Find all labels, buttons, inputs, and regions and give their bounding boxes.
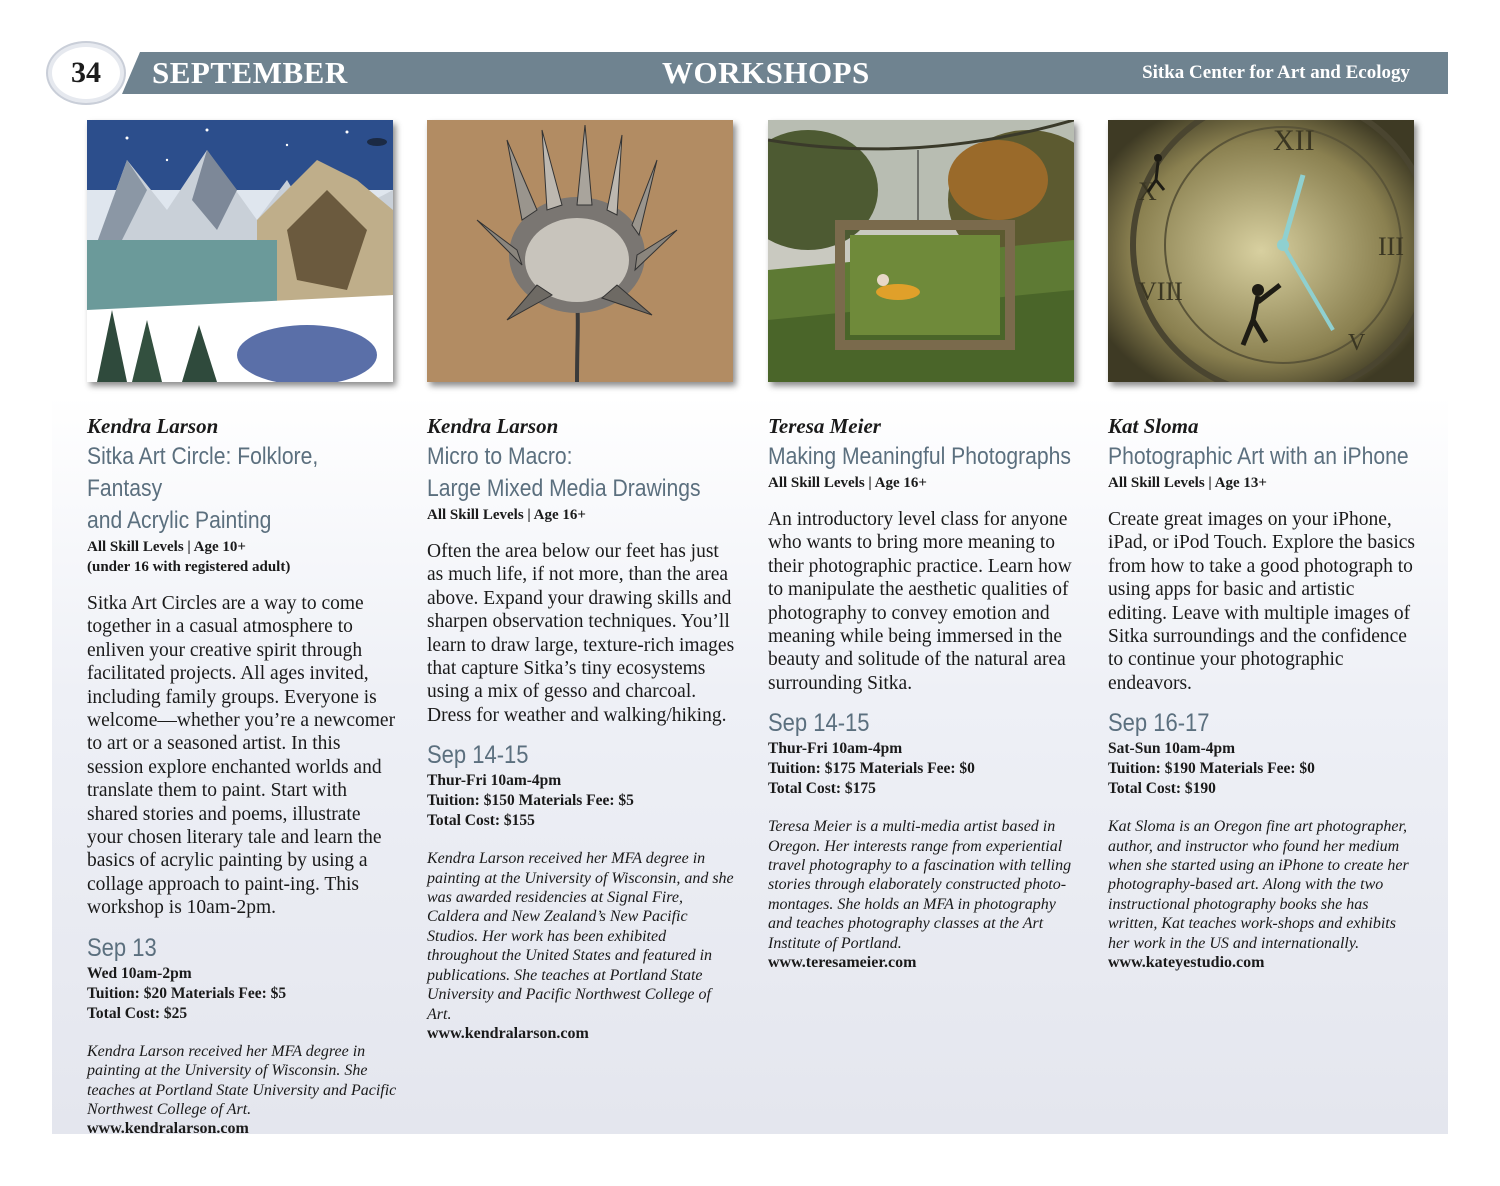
workshop-image-clock-photo (1108, 120, 1414, 382)
svg-text:VIII: VIII (1138, 277, 1183, 306)
instructor-bio: Kendra Larson received her MFA degree in painting at the University of Wisconsin. She teaches at Portland State University and Pacific Northwest College of Art. (87, 1042, 397, 1118)
schedule: Sat-Sun 10am-4pm (1108, 740, 1236, 758)
svg-text:X: X (1138, 177, 1157, 206)
instructor-name: Teresa Meier (768, 414, 881, 438)
workshop-card (768, 120, 1078, 973)
tuition: Tuition: $175 Materials Fee: $0 (768, 760, 975, 778)
month-heading: SEPTEMBER (152, 55, 348, 90)
workshop-image-frame-photo (768, 120, 1074, 382)
instructor-bio: Teresa Meier is a multi-media artist based in Oregon. Her interests range from experiential travel photography to a fascination with telling stories through elaborately constructed photo-montages. She holds an MFA in photography and teaches photography classes at the Art Institute of Portland. (768, 818, 1072, 952)
instructor-website-link[interactable]: www.teresameier.com (768, 954, 917, 972)
instructor-website-link[interactable]: www.kendralarson.com (427, 1024, 589, 1042)
total-cost: Total Cost: $190 (1108, 780, 1216, 798)
total-cost: Total Cost: $25 (87, 1004, 188, 1022)
skill-levels: All Skill Levels | Age 16+ (427, 507, 586, 523)
svg-text:III: III (1378, 232, 1404, 261)
instructor-bio: Kat Sloma is an Oregon fine art photographer, author, and instructor who found her medium when she started using an iPhone to create her photography-based art. Along with the two instructional photography books she has written, Kat teaches work-shops and exhibits her work in the US and internationally. (1108, 818, 1409, 952)
workshop-card (87, 120, 397, 1139)
svg-text:XII: XII (1273, 124, 1315, 157)
workshop-card (427, 120, 737, 1044)
skill-levels: All Skill Levels | Age 13+ (1108, 475, 1267, 491)
age-note: (under 16 with registered adult) (87, 559, 291, 575)
schedule: Thur-Fri 10am-4pm (427, 772, 562, 790)
workshop-date: Sep 13 (87, 933, 157, 962)
skill-levels: All Skill Levels | Age 10+ (87, 539, 246, 555)
tuition: Tuition: $150 Materials Fee: $5 (427, 792, 634, 810)
page-number: 34 (52, 47, 120, 99)
workshop-card (1108, 120, 1418, 973)
workshop-description: An introductory level class for anyone who wants to bring more meaning to their photographic practice. Learn how to manipulate the aesthetic qualities of photography to convey emotion and meaning while being immersed in the beauty and solitude of the natural area surrounding Sitka. (768, 509, 1072, 694)
workshop-description: Create great images on your iPhone, iPad, or iPod Touch. Explore the basics from how to take a good photograph to using apps for basic and artistic editing. Leave with multiple images of Sitka surroundings and the confidence to continue your photographic endeavors. (1108, 509, 1415, 694)
workshop-title: Photographic Art with an iPhone (1108, 443, 1409, 470)
workshop-title: Micro to Macro: Large Mixed Media Drawings (427, 443, 701, 502)
schedule: Wed 10am-2pm (87, 964, 192, 982)
workshop-title: Making Meaningful Photographs (768, 443, 1071, 470)
workshop-date: Sep 14-15 (768, 709, 870, 738)
skill-levels: All Skill Levels | Age 16+ (768, 475, 927, 491)
workshop-image-mountain-painting (87, 120, 393, 382)
total-cost: Total Cost: $175 (768, 780, 876, 798)
tuition: Tuition: $190 Materials Fee: $0 (1108, 760, 1315, 778)
workshop-image-thistle-drawing (427, 120, 733, 382)
schedule: Thur-Fri 10am-4pm (768, 740, 903, 758)
organization-name: Sitka Center for Art and Ecology (1142, 62, 1410, 83)
total-cost: Total Cost: $155 (427, 812, 535, 830)
instructor-name: Kendra Larson (87, 414, 219, 438)
section-heading: WORKSHOPS (662, 55, 870, 90)
instructor-website-link[interactable]: www.kendralarson.com (87, 1120, 249, 1138)
workshop-title: Sitka Art Circle: Folklore, Fantasy and Acrylic Painting (87, 443, 319, 534)
workshop-date: Sep 16-17 (1108, 709, 1210, 738)
instructor-bio: Kendra Larson received her MFA degree in painting at the University of Wisconsin, and she was awarded residencies at Signal Fire, Caldera and New Zealand’s New Pacific Studios. Her work has been exhibited throughout the United States and featured in publications. She teaches at Portland State University and Pacific Northwest College of Art. (427, 850, 734, 1023)
workshop-date: Sep 14-15 (427, 741, 529, 770)
instructor-name: Kat Sloma (1108, 414, 1199, 438)
instructor-name: Kendra Larson (427, 414, 559, 438)
workshop-description: Sitka Art Circles are a way to come together in a casual atmosphere to enliven your creative spirit through facilitated projects. All ages invited, including family groups. Everyone is welcome—whether you’re a newcomer to art or a seasoned artist. In this session explore enchanted worlds and translate them to paint. Start with shared stories and poems, illustrate your chosen literary tale and learn the basics of acrylic painting by using a collage approach to paint-ing. This workshop is 10am-2pm. (87, 593, 396, 919)
workshop-description: Often the area below our feet has just as much life, if not more, than the area above. Expand your drawing skills and sharpen observation techniques. You’ll learn to draw large, texture-rich images that capture Sitka’s tiny ecosystems using a mix of gesso and charcoal. Dress for weather and walking/hiking. (427, 541, 735, 726)
svg-text:V: V (1348, 330, 1366, 356)
instructor-website-link[interactable]: www.kateyestudio.com (1108, 954, 1265, 972)
tuition: Tuition: $20 Materials Fee: $5 (87, 984, 287, 1002)
